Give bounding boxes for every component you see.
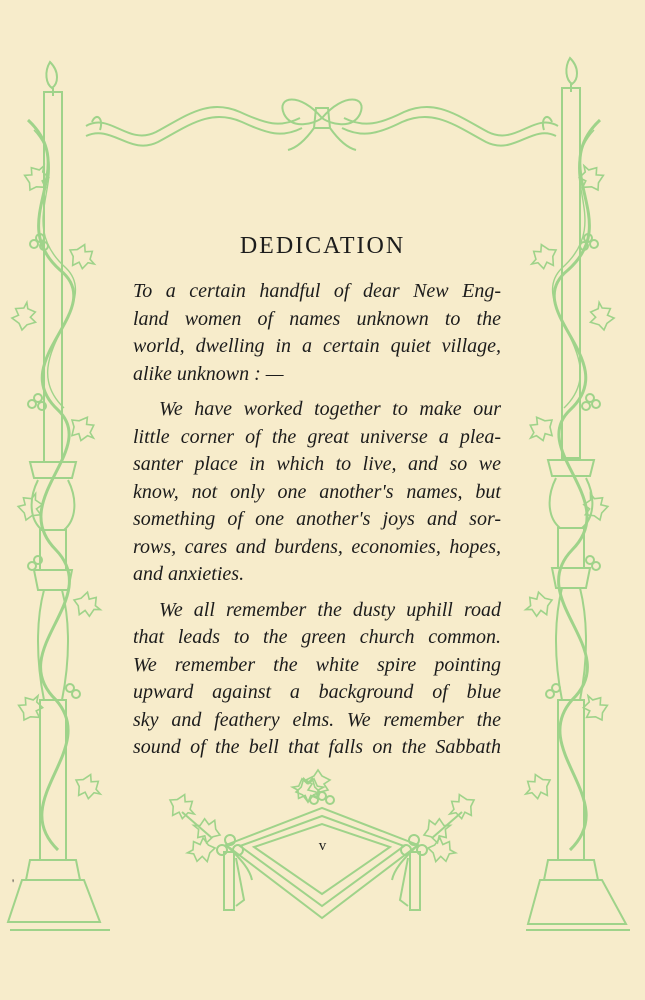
left-candle-ornament [8,62,110,930]
text-line: rows, cares and burdens, economies, hopes, [133,535,501,558]
text-line: sound of the bell that falls on the Sabbath [133,736,501,758]
text-line: We remember the white spire pointing [133,653,501,676]
paragraph [133,396,501,589]
margin-mark: ' [12,876,15,890]
text-line: We have worked together to make our [159,398,501,420]
text-line: land women of names unknown to the [133,307,501,330]
text-line: alike unknown : — [133,362,284,385]
text-line: sky and feathery elms. We remember the [133,708,501,731]
text-line: world, dwelling in a certain quiet village, [133,335,501,357]
top-ribbon-bow-ornament [86,100,558,151]
text-line: santer place in which to live, and so we [133,453,501,475]
text-line: something of one another's joys and sor- [133,508,501,530]
page-number: v [318,838,327,854]
text-line: know, not only one another's names, but [133,480,501,503]
text-line: To a certain handful of dear New Eng- [133,280,501,302]
paragraph [133,597,501,762]
page-title: DEDICATION [239,233,406,259]
text-line: little corner of the great universe a plea- [133,425,501,448]
dedication-body [133,278,501,770]
text-line: that leads to the green church common. [133,626,501,648]
right-candle-ornament [520,58,630,930]
paragraph [133,278,501,388]
text-line: We all remember the dusty uphill road [159,598,501,621]
text-line: upward against a background of blue [133,681,501,703]
text-line: and anxieties. [133,563,245,585]
